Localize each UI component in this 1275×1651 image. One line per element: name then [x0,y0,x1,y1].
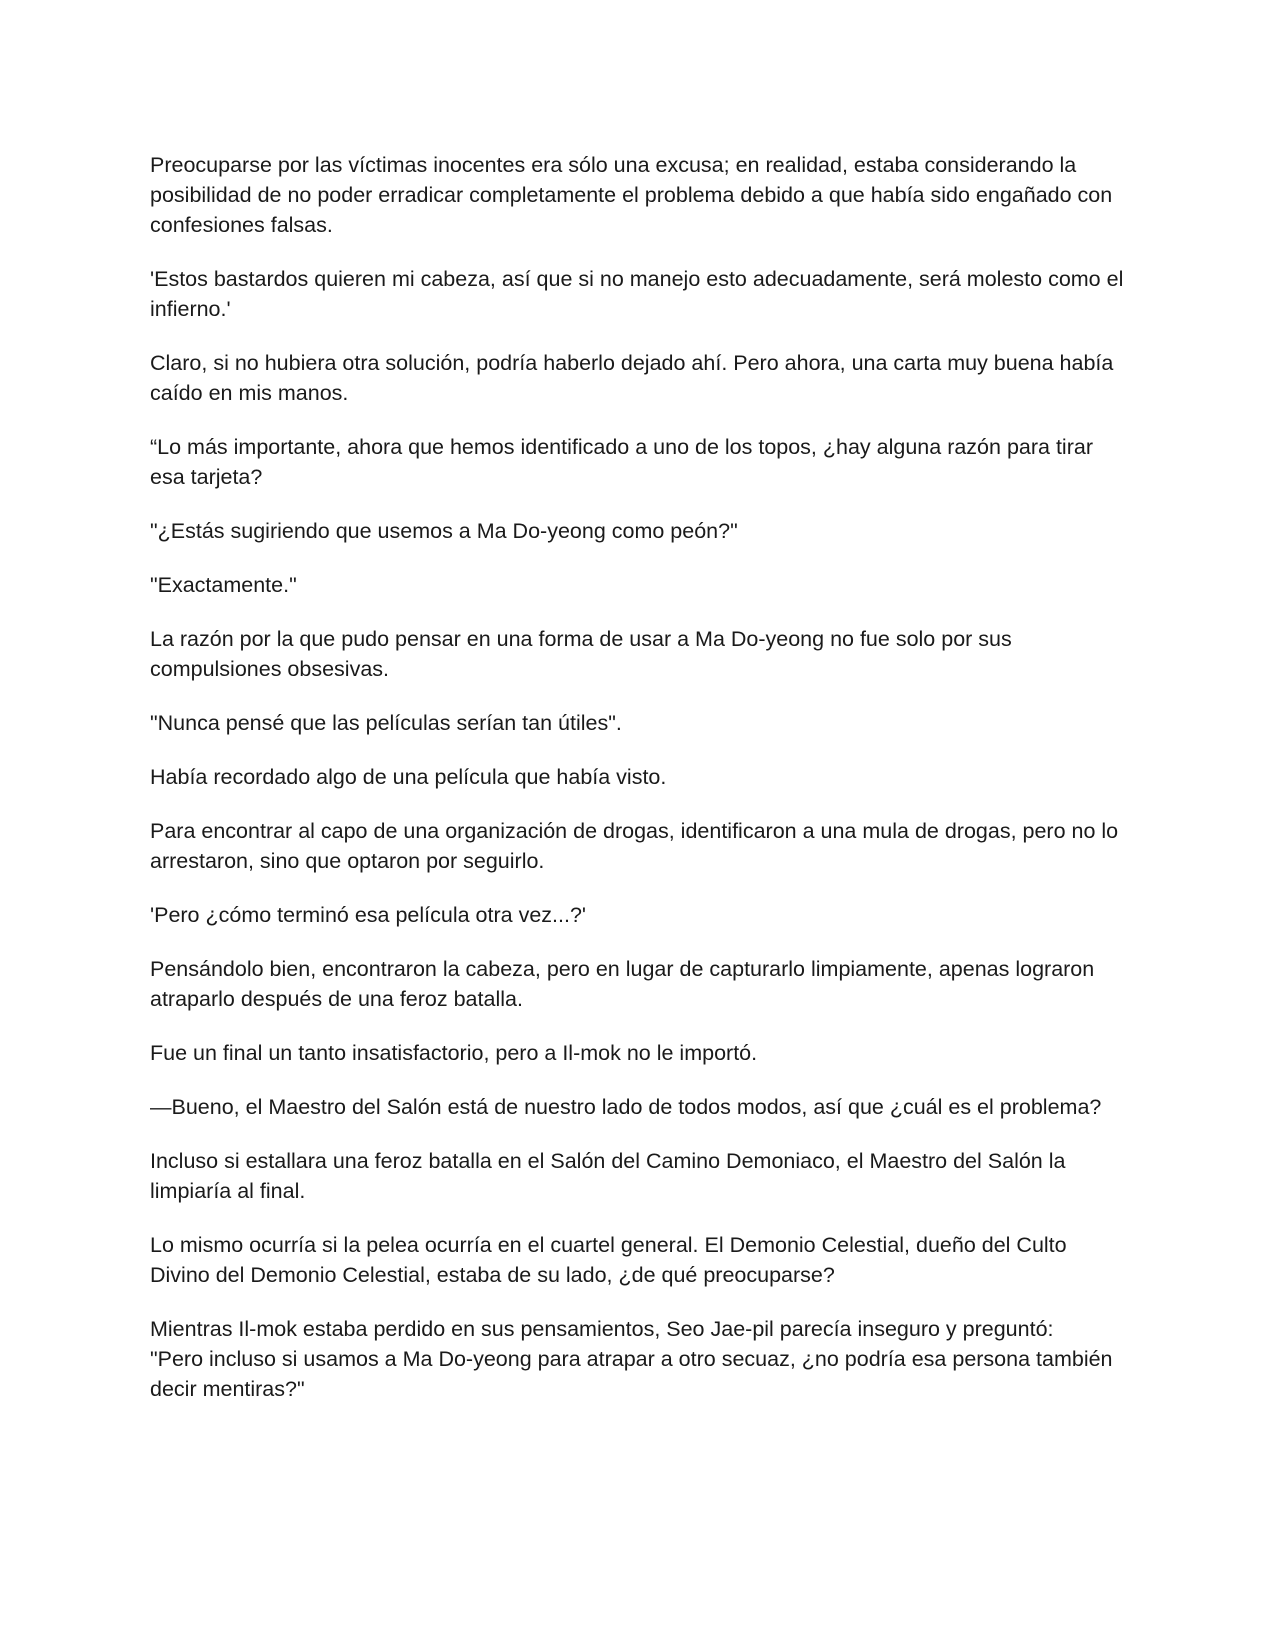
paragraph: "Nunca pensé que las películas serían tan útiles". [150,711,622,735]
paragraph: Pensándolo bien, encontraron la cabeza, pero en lugar de capturarlo limpiamente, apenas lograron atraparlo después de una feroz batalla. [150,957,1095,1011]
paragraph: Preocuparse por las víctimas inocentes era sólo una excusa; en realidad, estaba considerando la posibilidad de no poder erradicar completamente el problema debido a que había sido engañado con confesiones falsas. [150,153,1113,237]
paragraph: 'Estos bastardos quieren mi cabeza, así que si no manejo esto adecuadamente, será molesto como el infierno.' [150,267,1124,321]
paragraph: Mientras Il-mok estaba perdido en sus pensamientos, Seo Jae-pil parecía inseguro y preguntó: "Pero incluso si usamos a Ma Do-yeong para atrapar a otro secuaz, ¿no podría esa persona también decir mentiras?" [150,1317,1113,1401]
document-body [150,150,1125,1428]
paragraph: "¿Estás sugiriendo que usemos a Ma Do-yeong como peón?" [150,519,738,543]
paragraph: Incluso si estallara una feroz batalla en el Salón del Camino Demoniaco, el Maestro del Salón la limpiaría al final. [150,1149,1066,1203]
paragraph: Claro, si no hubiera otra solución, podría haberlo dejado ahí. Pero ahora, una carta muy buena había caído en mis manos. [150,351,1114,405]
paragraph: Lo mismo ocurría si la pelea ocurría en el cuartel general. El Demonio Celestial, dueño del Culto Divino del Demonio Celestial, estaba de su lado, ¿de qué preocuparse? [150,1233,1067,1287]
paragraph: Para encontrar al capo de una organización de drogas, identificaron a una mula de drogas, pero no lo arrestaron, sino que optaron por seguirlo. [150,819,1119,873]
paragraph: 'Pero ¿cómo terminó esa película otra vez...?' [150,903,587,927]
paragraph: Había recordado algo de una película que había visto. [150,765,667,789]
paragraph: "Exactamente." [150,573,297,597]
paragraph: Fue un final un tanto insatisfactorio, pero a Il-mok no le importó. [150,1041,758,1065]
paragraph: —Bueno, el Maestro del Salón está de nuestro lado de todos modos, así que ¿cuál es el problema? [150,1095,1102,1119]
paragraph: La razón por la que pudo pensar en una forma de usar a Ma Do-yeong no fue solo por sus compulsiones obsesivas. [150,627,1012,681]
paragraph: “Lo más importante, ahora que hemos identificado a uno de los topos, ¿hay alguna razón para tirar esa tarjeta? [150,435,1093,489]
